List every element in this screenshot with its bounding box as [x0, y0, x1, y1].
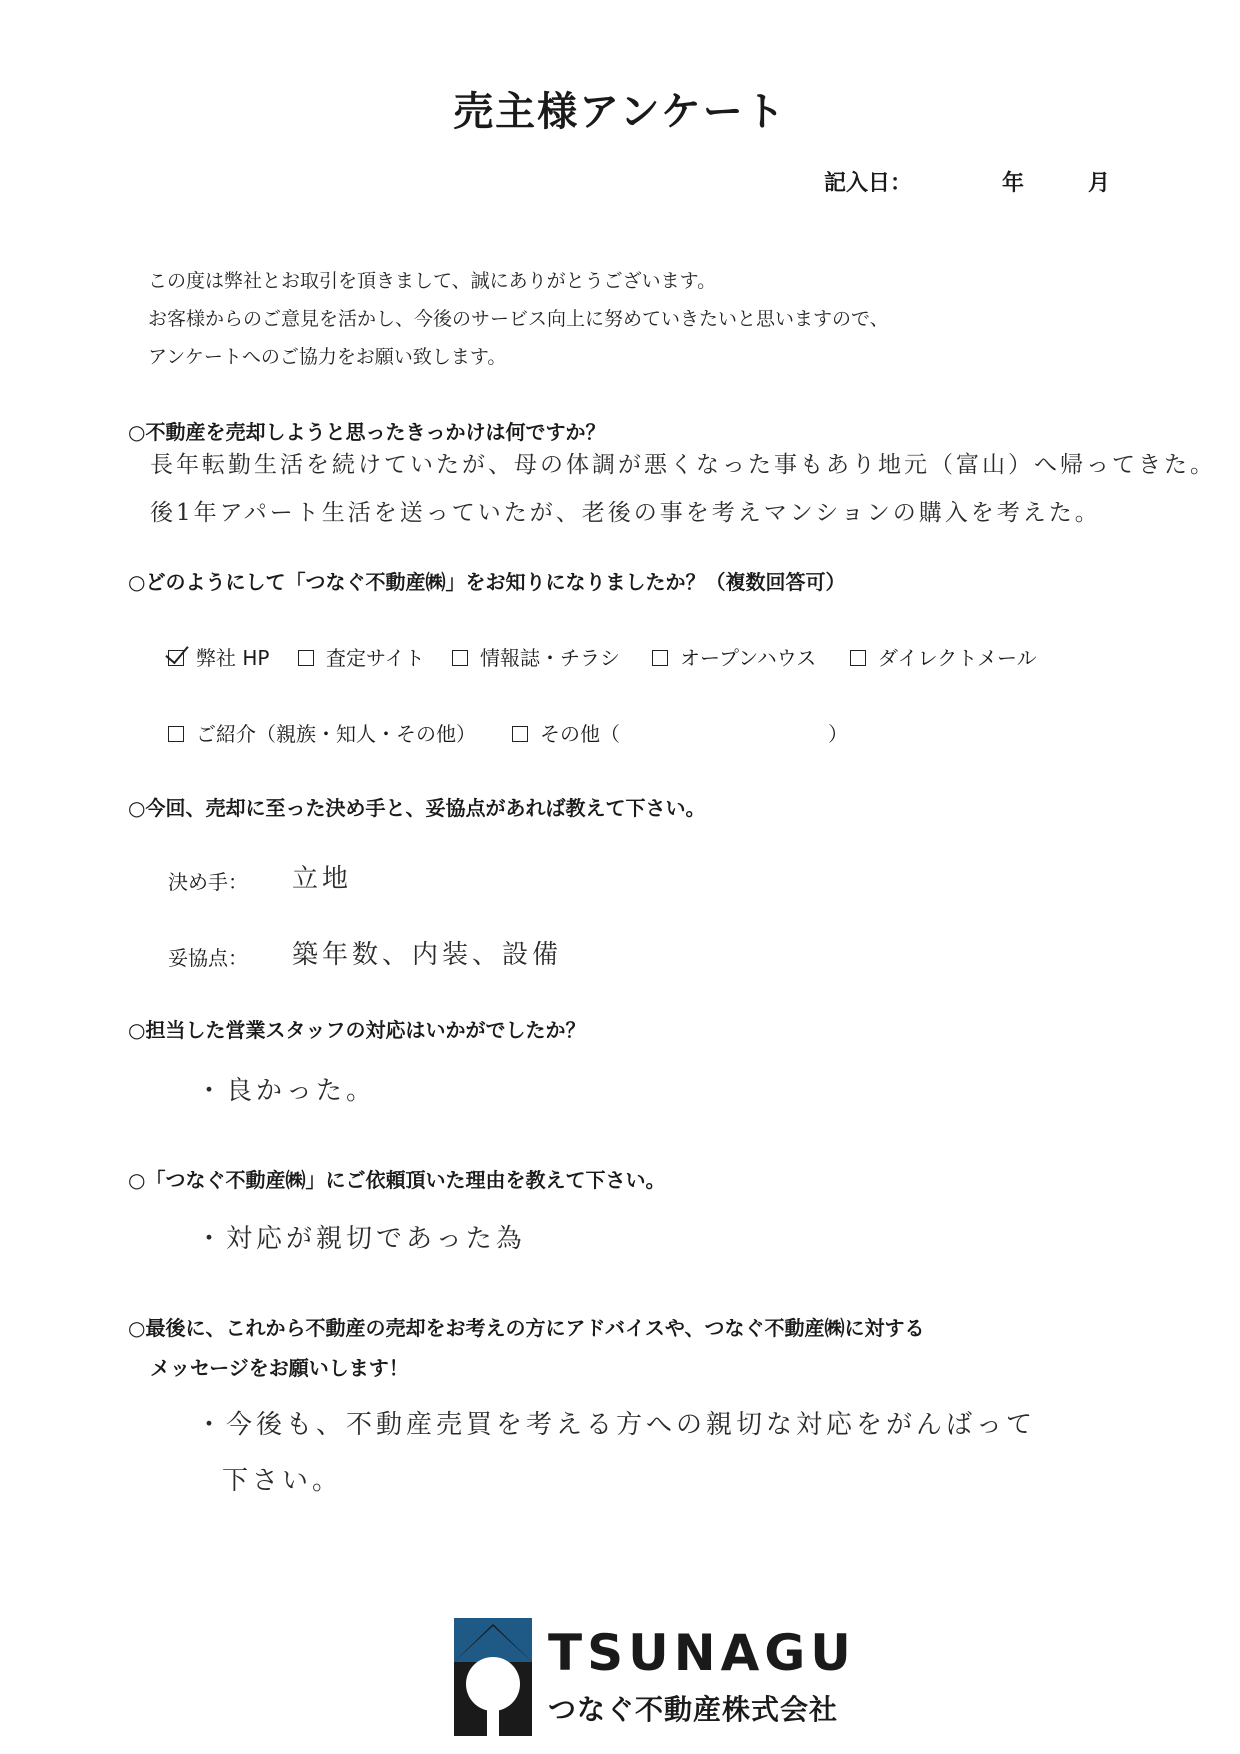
date-month-label: 月 — [1088, 171, 1111, 196]
checkbox-icon[interactable] — [298, 650, 314, 666]
compromise-answer: 築年数、内装、設備 — [292, 940, 563, 970]
option-magazine-flyer[interactable]: 情報誌・チラシ — [452, 642, 620, 671]
answer-1-line-1: 長年転勤生活を続けていたが、母の体調が悪くなった事もあり地元（富山）へ帰ってきた。 — [150, 452, 1216, 478]
brand-name-ja: つなぐ不動産株式会社 — [548, 1693, 839, 1726]
question-1: ○不動産を売却しようと思ったきっかけは何ですか？ — [128, 420, 606, 444]
checkbox-icon[interactable] — [452, 650, 468, 666]
option-open-house[interactable]: オープンハウス — [652, 642, 816, 671]
question-5: ○「つなぐ不動産㈱」にご依頼頂いた理由を教えて下さい。 — [128, 1168, 666, 1192]
answer-6-line-2: 下さい。 — [222, 1466, 343, 1496]
tsunagu-logo-icon — [454, 1618, 532, 1736]
question-6-line-2: メッセージをお願いします！ — [150, 1356, 409, 1380]
answer-5: ・対応が親切であった為 — [196, 1224, 526, 1254]
intro-line-1: この度は弊社とお取引を頂きまして、誠にありがとうございます。 — [148, 270, 717, 292]
deciding-factor-label: 決め手： — [168, 870, 248, 894]
answer-4: ・良かった。 — [196, 1076, 377, 1106]
intro-line-2: お客様からのご意見を活かし、今後のサービス向上に努めていきたいと思いますので、 — [148, 308, 889, 330]
deciding-factor-answer: 立地 — [292, 864, 353, 894]
answer-1-line-2: 後1年アパート生活を送っていたが、老後の事を考えマンションの購入を考えた。 — [150, 500, 1101, 526]
brand-name-en: TSUNAGU — [548, 1624, 856, 1682]
question-3: ○今回、売却に至った決め手と、妥協点があれば教えて下さい。 — [128, 796, 706, 820]
checkbox-checked-icon[interactable] — [168, 650, 184, 666]
intro-line-3: アンケートへのご協力をお願い致します。 — [148, 346, 507, 368]
option-company-hp[interactable]: 弊社 HP — [168, 642, 269, 671]
option-direct-mail[interactable]: ダイレクトメール — [850, 642, 1037, 671]
option-referral[interactable]: ご紹介（親族・知人・その他） — [168, 718, 476, 747]
checkbox-icon[interactable] — [168, 726, 184, 742]
compromise-label: 妥協点： — [168, 946, 248, 970]
checkbox-icon[interactable] — [512, 726, 528, 742]
question-4: ○担当した営業スタッフの対応はいかがでしたか？ — [128, 1018, 586, 1042]
option-other[interactable]: その他（ — [512, 718, 620, 747]
date-label: 記入日： — [824, 171, 913, 196]
checkbox-icon[interactable] — [850, 650, 866, 666]
checkbox-icon[interactable] — [652, 650, 668, 666]
option-other-close: ） — [828, 722, 848, 746]
answer-6-line-1: ・今後も、不動産売買を考える方への親切な対応をがんばって — [196, 1410, 1037, 1440]
option-appraisal-site[interactable]: 査定サイト — [298, 642, 425, 671]
question-2: ○どのようにして「つなぐ不動産㈱」をお知りになりましたか？（複数回答可） — [128, 570, 846, 594]
question-6-line-1: ○最後に、これから不動産の売却をお考えの方にアドバイスや、つなぐ不動産㈱に対する — [128, 1316, 925, 1340]
date-year-label: 年 — [1002, 171, 1025, 196]
survey-title: 売主様アンケート — [453, 89, 787, 135]
